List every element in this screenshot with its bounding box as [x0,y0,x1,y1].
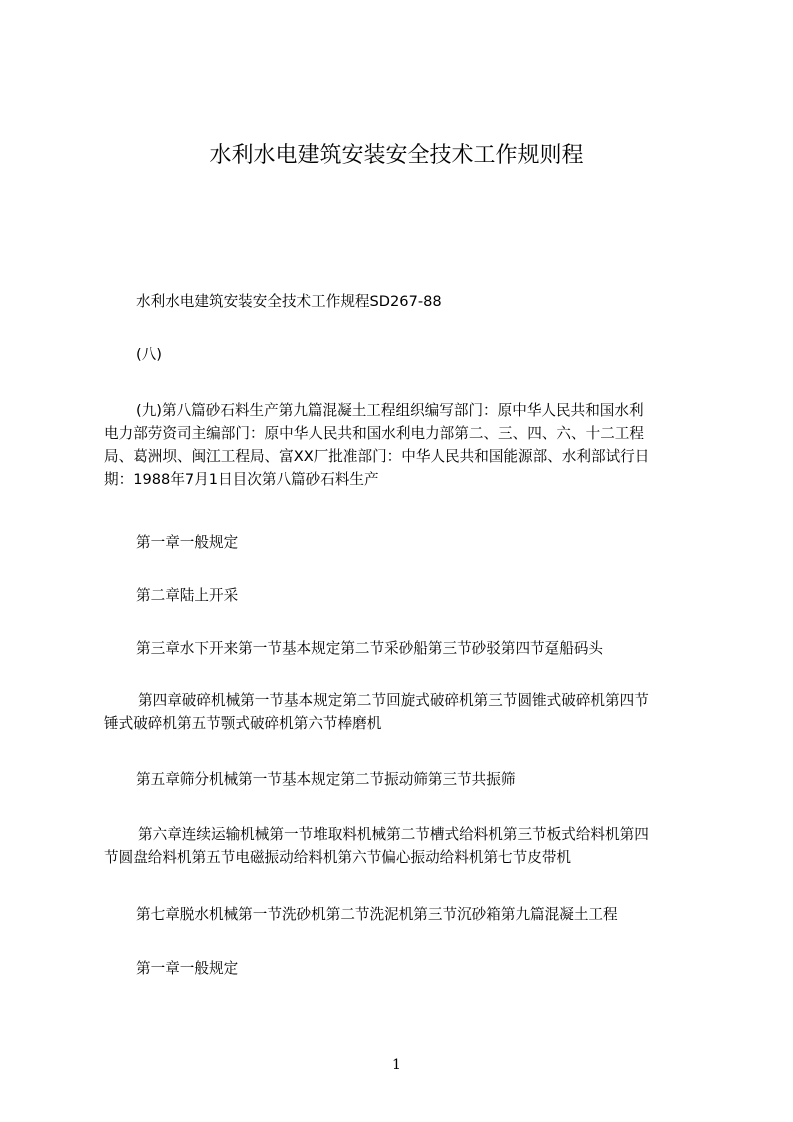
paragraph-line: 节圆盘给料机第五节电磁振动给料机第六节偏心振动给料机第七节皮带机 [104,849,572,866]
paragraph-line: 锤式破碎机第五节颚式破碎机第六节棒磨机 [104,715,382,732]
paragraph-line: 第五章筛分机械第一节基本规定第二节振动筛第三节共振筛 [136,771,516,788]
paragraph-line: (九)第八篇砂石料生产第九篇混凝土工程组织编写部门：原中华人民共和国水利 [136,402,644,419]
page-number: 1 [392,1057,401,1073]
toc-chapter-6 [104,823,700,869]
paragraph-line: 第二章陆上开采 [136,587,239,604]
paragraph-compilation-info [104,399,700,491]
paragraph-line: 局、葛洲坝、闽江工程局、富XX厂批准部门：中华人民共和国能源部、水利部试行日 [104,448,650,465]
paragraph-line: 期：1988年7月1日目次第八篇砂石料生产 [104,471,379,488]
toc-chapter-5 [104,768,700,791]
paragraph-part-eight [104,343,700,366]
toc-chapter-4 [104,689,700,735]
toc-chapter-2 [104,584,700,607]
paragraph-line: 第四章破碎机械第一节基本规定第二节回旋式破碎机第三节圆锥式破碎机第四节 [138,692,649,709]
paragraph-standard-code [104,290,700,313]
paragraph-line: 第一章一般规定 [136,960,239,977]
toc-chapter-7 [104,903,700,926]
toc-chapter-1 [104,531,700,554]
toc-chapter-3 [104,637,700,660]
document-title: 水利水电建筑安装安全技术工作规则程 [209,143,584,168]
paragraph-line: 第七章脱水机械第一节洗砂机第二节洗泥机第三节沉砂箱第九篇混凝土工程 [136,906,618,923]
toc-part9-chapter-1 [104,957,700,980]
paragraph-line: 第一章一般规定 [136,534,239,551]
paragraph-line: 水利水电建筑安装安全技术工作规程SD267-88 [136,293,442,310]
paragraph-line: 电力部劳资司主编部门：原中华人民共和国水利电力部第二、三、四、六、十二工程 [104,425,644,442]
paragraph-line: 第六章连续运输机械第一节堆取料机械第二节槽式给料机第三节板式给料机第四 [138,826,649,843]
paragraph-line: 第三章水下开来第一节基本规定第二节采砂船第三节砂驳第四节趸船码头 [136,640,604,657]
paragraph-line: (八) [136,346,162,363]
